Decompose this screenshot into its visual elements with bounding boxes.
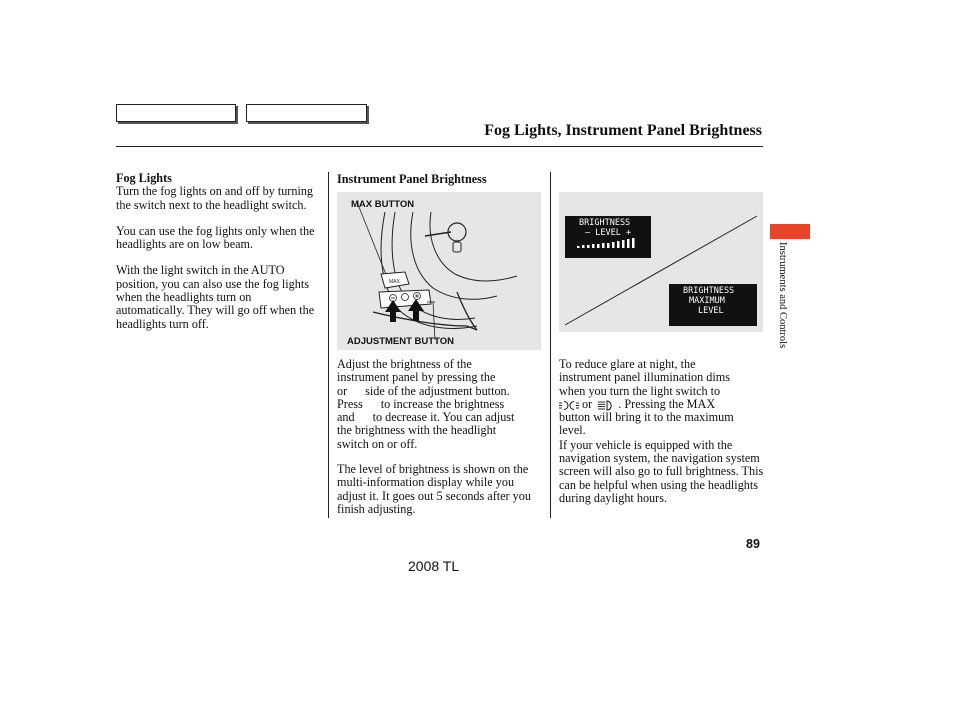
- adjustment-button-illustration: [337, 192, 541, 350]
- adjust-line-4a: Press: [337, 396, 363, 411]
- adjust-line-5: [337, 411, 541, 424]
- adjust-line-4: [337, 398, 541, 411]
- title-divider: [116, 146, 763, 147]
- instrument-panel-heading: Instrument Panel Brightness: [337, 172, 487, 186]
- fog-lights-heading: Fog Lights: [116, 171, 172, 185]
- glare-line-4: [559, 398, 764, 411]
- adjust-line-4b: to increase the brightness: [380, 396, 505, 411]
- glare-line-5: button will bring it to the maximum: [559, 410, 734, 425]
- glare-line-2: instrument panel illumination dims: [559, 370, 730, 385]
- glare-section: [559, 358, 764, 505]
- glare-line-1: To reduce glare at night, the: [559, 357, 696, 371]
- fog-lights-paragraph-2: You can use the fog lights only when the headlights are on low beam.: [116, 223, 315, 252]
- display2-line3: LEVEL: [698, 306, 724, 316]
- brightness-display-illustration: [559, 192, 763, 332]
- brightness-bar-icon: [565, 216, 651, 258]
- headlight-icon: [595, 400, 615, 411]
- glare-line-4-tail: . Pressing the MAX: [618, 396, 716, 411]
- fog-lights-section: [116, 172, 321, 331]
- navigation-paragraph: If your vehicle is equipped with the navigation system, the navigation system screen will also go to full brightness. This can be helpful when using the headlights during daylight hours.: [559, 437, 764, 505]
- column-divider-2: [550, 172, 551, 518]
- parking-light-icon: [559, 400, 579, 411]
- section-tab-label: Instruments and Controls: [777, 242, 788, 349]
- max-button-text: MAX: [389, 279, 400, 285]
- glare-line-6: level.: [559, 423, 586, 438]
- adjust-line-7: switch on or off.: [337, 436, 418, 451]
- glare-line-3: when you turn the light switch to: [559, 383, 721, 398]
- brightness-level-paragraph: The level of brightness is shown on the multi-information display while you adjust it. It goes out 5 seconds after you finish adjusting.: [337, 462, 531, 516]
- adjust-line-3a: or: [337, 383, 348, 398]
- display1-line2: – LEVEL +: [585, 228, 632, 238]
- dashboard-drawing: [337, 192, 541, 350]
- section-tab-marker: [770, 224, 810, 239]
- adjustment-button-label: ADJUSTMENT BUTTON: [347, 336, 454, 347]
- column-divider-1: [328, 172, 329, 518]
- adjustment-instructions: [337, 358, 541, 516]
- adjust-line-2: instrument panel by pressing the: [337, 370, 496, 385]
- max-button-label: MAX BUTTON: [351, 199, 415, 210]
- display2-line2: MAXIMUM: [689, 296, 725, 306]
- adjust-line-1: Adjust the brightness of the: [337, 357, 472, 371]
- display2-line1: BRIGHTNESS: [683, 286, 735, 296]
- fog-lights-paragraph-3: With the light switch in the AUTO position, you can also use the fog lights when the headlights turn on automatically. They will go off when the headlights turn off.: [116, 263, 315, 331]
- adjust-line-5b: to decrease it. You can adjust: [372, 410, 515, 425]
- page-number: 89: [746, 537, 760, 551]
- adjust-line-5a: and: [337, 410, 355, 425]
- adjust-line-3: [337, 385, 541, 398]
- brightness-maximum-display: [669, 284, 757, 326]
- adjust-line-6: the brightness with the headlight: [337, 423, 497, 438]
- page-title: Fog Lights, Instrument Panel Brightness: [484, 122, 762, 139]
- glare-or-text: or: [582, 396, 593, 411]
- nav-box-1[interactable]: [116, 104, 236, 122]
- model-label: 2008 TL: [408, 558, 460, 574]
- nav-box-2[interactable]: [246, 104, 367, 122]
- fog-lights-paragraph-1: Turn the fog lights on and off by turning the switch next to the headlight switch.: [116, 184, 314, 212]
- adjust-line-3b: side of the adjustment button.: [365, 383, 510, 398]
- display1-line1: BRIGHTNESS: [579, 218, 631, 228]
- brightness-level-display: [565, 216, 651, 258]
